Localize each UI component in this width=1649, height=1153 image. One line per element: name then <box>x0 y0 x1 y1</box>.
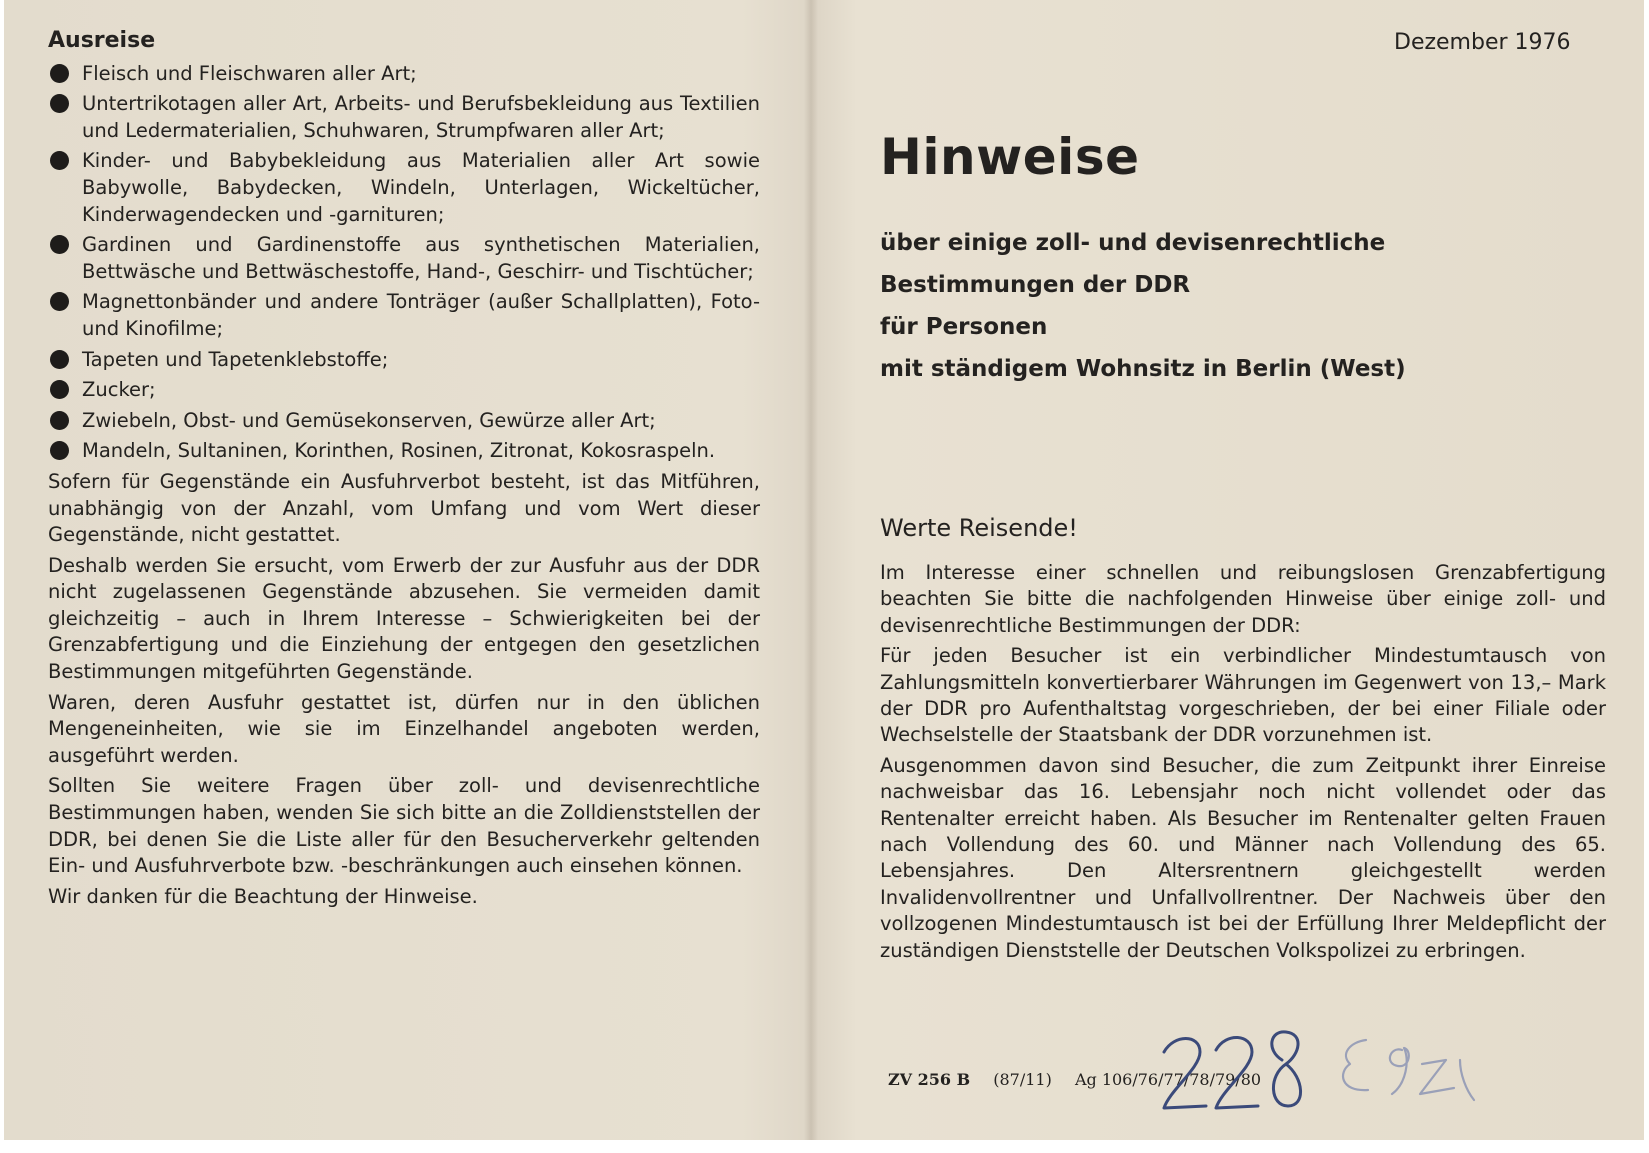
paragraph: Ausgenommen davon sind Besucher, die zum Zeitpunkt ihrer Einreise nachweisbar das 16. Lebensjahr noch nicht vollendet oder das Rentenalter erreicht haben. Als Besucher im Rentenalter gelten Frauen nach Vollendung des 60. und Männer nach Vollendung des 65. Lebensjahres. Den Altersrentnern gleichgestellt werden Invalidenvollrentner und Unfallvollrentner. Der Nachweis über den vollzogenen Mindestumtausch ist bei der Erfüllung Ihrer Meldepflicht der zuständigen Dienststelle der Deutschen Volkspolizei zu erbringen. <box>880 753 1606 962</box>
export-ban-list <box>48 61 760 465</box>
bullet-dot-icon <box>50 94 69 113</box>
bullet-dot-icon <box>50 411 69 430</box>
subtitle-line: über einige zoll- und devisenrechtliche <box>880 230 1386 256</box>
list-item: Fleisch und Fleischwaren aller Art; <box>48 61 760 88</box>
bullet-dot-icon <box>50 380 69 399</box>
left-page <box>48 28 760 910</box>
paragraph: Für jeden Besucher ist ein verbindlicher Mindestumtausch von Zahlungsmitteln konvertierbarer Währungen im Gegenwert von 13,– Mark der DDR pro Aufenthaltstag vorgeschrieben, der bei einer Filiale oder Wechselstelle der Staatsbank der DDR vorzunehmen ist. <box>880 644 1606 747</box>
paragraph: Wir danken für die Beachtung der Hinweise. <box>48 884 478 908</box>
list-item: Tapeten und Tapetenklebstoffe; <box>48 347 760 374</box>
paragraph: Im Interesse einer schnellen und reibungslosen Grenzabfertigung beachten Sie bitte die nachfolgenden Hinweise über einige zoll- und devisenrechtliche Bestimmungen der DDR: <box>880 561 1606 637</box>
issue-date: Dezember 1976 <box>1394 30 1571 55</box>
paragraph: Sofern für Gegenstände ein Ausfuhrverbot besteht, ist das Mitführen, unabhängig von der Anzahl, vom Umfang und vom Wert dieser Gegenstände, nicht gestattet. <box>48 469 760 547</box>
subtitle-line: für Personen <box>880 314 1048 340</box>
subtitle-line: mit ständigem Wohnsitz in Berlin (West) <box>880 356 1406 382</box>
paragraph: Sollten Sie weitere Fragen über zoll- und devisenrechtliche Bestimmungen haben, wenden Sie sich bitte an die Zolldienststellen der DDR, bei denen Sie die Liste aller für den Besucherverkehr geltenden Ein- und Ausfuhrverbote bzw. -beschränkungen auch einsehen können. <box>48 774 760 878</box>
form-code: ZV 256 B <box>888 1070 971 1089</box>
right-body <box>880 560 1606 968</box>
bullet-dot-icon <box>50 151 69 170</box>
paragraph: Waren, deren Ausfuhr gestattet ist, dürfen nur in den üblichen Mengeneinheiten, wie sie im Einzelhandel angeboten werden, ausgeführt werden. <box>48 690 760 767</box>
page-subtitle <box>880 222 1406 390</box>
list-item: Zucker; <box>48 377 760 404</box>
bullet-dot-icon <box>50 64 69 83</box>
bullet-dot-icon <box>50 292 69 311</box>
print-run: Ag 106/76/77/78/79/80 <box>1074 1070 1262 1089</box>
bullet-dot-icon <box>50 350 69 369</box>
section-heading: Ausreise <box>48 28 156 53</box>
paragraph: Deshalb werden Sie ersucht, vom Erwerb der zur Ausfuhr aus der DDR nicht zugelassenen Gegenstände abzusehen. Sie vermeiden damit gleichzeitig – auch in Ihrem Interesse – Schwierigkeiten bei der Grenzabfertigung und die Einziehung der entgegen den gesetzlichen Bestimmungen mitgeführten Gegenstände. <box>48 553 760 684</box>
form-number: (87/11) <box>993 1070 1052 1089</box>
list-item: Kinder- und Babybekleidung aus Materialien aller Art sowie Babywolle, Babydecken, Windeln, Unterlagen, Wickeltücher, Kinderwagendecken und -garnituren; <box>48 148 760 228</box>
list-item: Gardinen und Gardinenstoffe aus synthetischen Materialien, Bettwäsche und Bettwäschestoffe, Hand-, Geschirr- und Tischtücher; <box>48 232 760 285</box>
page-title: Hinweise <box>880 128 1140 186</box>
list-item: Magnettonbänder und andere Tonträger (außer Schallplatten), Foto- und Kinofilme; <box>48 289 760 342</box>
bullet-dot-icon <box>50 441 69 460</box>
list-item: Untertrikotagen aller Art, Arbeits- und Berufsbekleidung aus Textilien und Ledermaterialien, Schuhwaren, Strumpfwaren aller Art; <box>48 91 760 144</box>
greeting: Werte Reisende! <box>880 514 1078 542</box>
list-item: Zwiebeln, Obst- und Gemüsekonserven, Gewürze aller Art; <box>48 408 760 435</box>
handwritten-number <box>1164 1032 1301 1108</box>
handwritten-initials <box>1343 1040 1474 1100</box>
list-item: Mandeln, Sultaninen, Korinthen, Rosinen, Zitronat, Kokosraspeln. <box>48 438 760 465</box>
center-fold <box>804 0 818 1140</box>
handwritten-annotations <box>1154 1020 1644 1140</box>
document-sheet <box>4 0 1644 1140</box>
subtitle-line: Bestimmungen der DDR <box>880 272 1191 298</box>
bullet-dot-icon <box>50 235 69 254</box>
